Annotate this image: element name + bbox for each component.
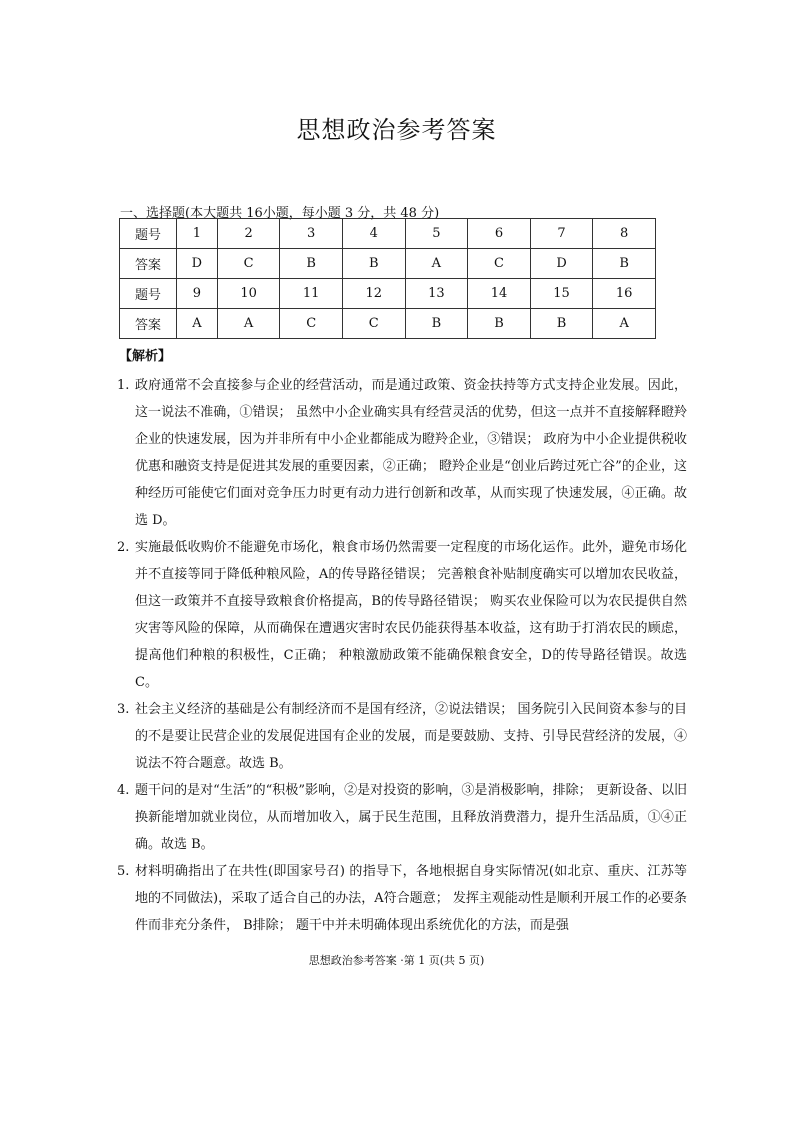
table-cell: C [217, 249, 280, 279]
table-cell: B [468, 309, 531, 339]
analysis-item [117, 534, 687, 696]
row-label: 题号 [120, 219, 177, 249]
item-text: 题干问的是对“生活”的“积极”影响，②是对投资的影响，③是消极影响，排除； 更新设备、以旧换新能增加就业岗位，从而增加收入，属于民生范围，且释放消费潜力，提升生活品质，①④正确。故选 B。 [135, 783, 687, 852]
table-cell: 2 [217, 219, 280, 249]
analysis-item [117, 858, 687, 939]
row-label: 题号 [120, 279, 177, 309]
table-cell: 16 [593, 279, 656, 309]
page-footer: 思想政治参考答案 ·第 1 页(共 5 页) [308, 954, 485, 967]
analysis-item [117, 696, 687, 777]
table-cell: A [593, 309, 656, 339]
table-cell: B [530, 309, 593, 339]
item-text: 政府通常不会直接参与企业的经营活动，而是通过政策、资金扶持等方式支持企业发展。因此，这一说法不准确，①错误； 虽然中小企业确实具有经营灵活的优势，但这一点并不直接解释瞪羚企业的快速发展，因为并非所有中小企业都能成为瞪羚企业，③错误； 政府为中小企业提供税收优惠和融资支持是促进其发展的重要因素，②正确； 瞪羚企业是“创业后跨过死亡谷”的企业，这种经历可能使它们面对竞争压力时更有动力进行创新和改革，从而实现了快速发展，④正确。故选 D。 [135, 378, 687, 528]
analysis-item [117, 777, 687, 858]
table-cell: 8 [593, 219, 656, 249]
table-cell: C [280, 309, 343, 339]
table-cell: 10 [217, 279, 280, 309]
table-cell: 6 [468, 219, 531, 249]
table-cell: 13 [405, 279, 468, 309]
page-title: 思想政治参考答案 [296, 116, 497, 144]
row-label: 答案 [120, 309, 177, 339]
item-number: 1. [117, 378, 130, 393]
table-row [120, 219, 656, 249]
table-cell: B [342, 249, 405, 279]
table-cell: D [177, 249, 218, 279]
table-cell: 5 [405, 219, 468, 249]
table-row [120, 279, 656, 309]
table-cell: B [405, 309, 468, 339]
table-cell: C [468, 249, 531, 279]
table-cell: 12 [342, 279, 405, 309]
analysis-heading: 【解析】 [119, 349, 172, 364]
section-heading: 一、选择题(本大题共 16小题，每小题 3 分，共 48 分) [120, 206, 440, 221]
analysis-list [117, 372, 687, 939]
table-cell: 15 [530, 279, 593, 309]
table-cell: C [342, 309, 405, 339]
table-cell: D [530, 249, 593, 279]
table-cell: 7 [530, 219, 593, 249]
item-text: 材料明确指出了在共性(即国家号召) 的指导下，各地根据自身实际情况(如北京、重庆、江苏等地的不同做法)，采取了适合自己的办法，A符合题意； 发挥主观能动性是顺利开展工作的必要条件而非充分条件， B排除； 题干中并未明确体现出系统优化的方法，而是强 [135, 864, 687, 933]
table-cell: 3 [280, 219, 343, 249]
item-number: 3. [117, 702, 130, 717]
table-cell: 11 [280, 279, 343, 309]
row-label: 答案 [120, 249, 177, 279]
table-cell: 4 [342, 219, 405, 249]
table-cell: A [217, 309, 280, 339]
table-row [120, 249, 656, 279]
analysis-item [117, 372, 687, 534]
item-text: 社会主义经济的基础是公有制经济而不是国有经济，②说法错误； 国务院引入民间资本参与的目的不是要让民营企业的发展促进国有企业的发展，而是要鼓励、支持、引导民营经济的发展，④说法不符合题意。故选 B。 [135, 702, 687, 771]
answer-table [119, 218, 656, 339]
table-row [120, 309, 656, 339]
item-text: 实施最低收购价不能避免市场化，粮食市场仍然需要一定程度的市场化运作。此外，避免市场化并不直接等同于降低种粮风险，A的传导路径错误； 完善粮食补贴制度确实可以增加农民收益，但这一政策并不直接导致粮食价格提高，B的传导路径错误； 购买农业保险可以为农民提供自然灾害等风险的保障，从而确保在遭遇灾害时农民仍能获得基本收益，这有助于打消农民的顾虑，提高他们种粮的积极性，C正确； 种粮激励政策不能确保粮食安全，D的传导路径错误。故选 C。 [135, 540, 687, 690]
table-cell: 14 [468, 279, 531, 309]
table-cell: A [405, 249, 468, 279]
table-cell: 9 [177, 279, 218, 309]
item-number: 2. [117, 540, 130, 555]
item-number: 4. [117, 783, 130, 798]
item-number: 5. [117, 864, 130, 879]
table-cell: B [593, 249, 656, 279]
table-cell: 1 [177, 219, 218, 249]
table-cell: B [280, 249, 343, 279]
table-cell: A [177, 309, 218, 339]
